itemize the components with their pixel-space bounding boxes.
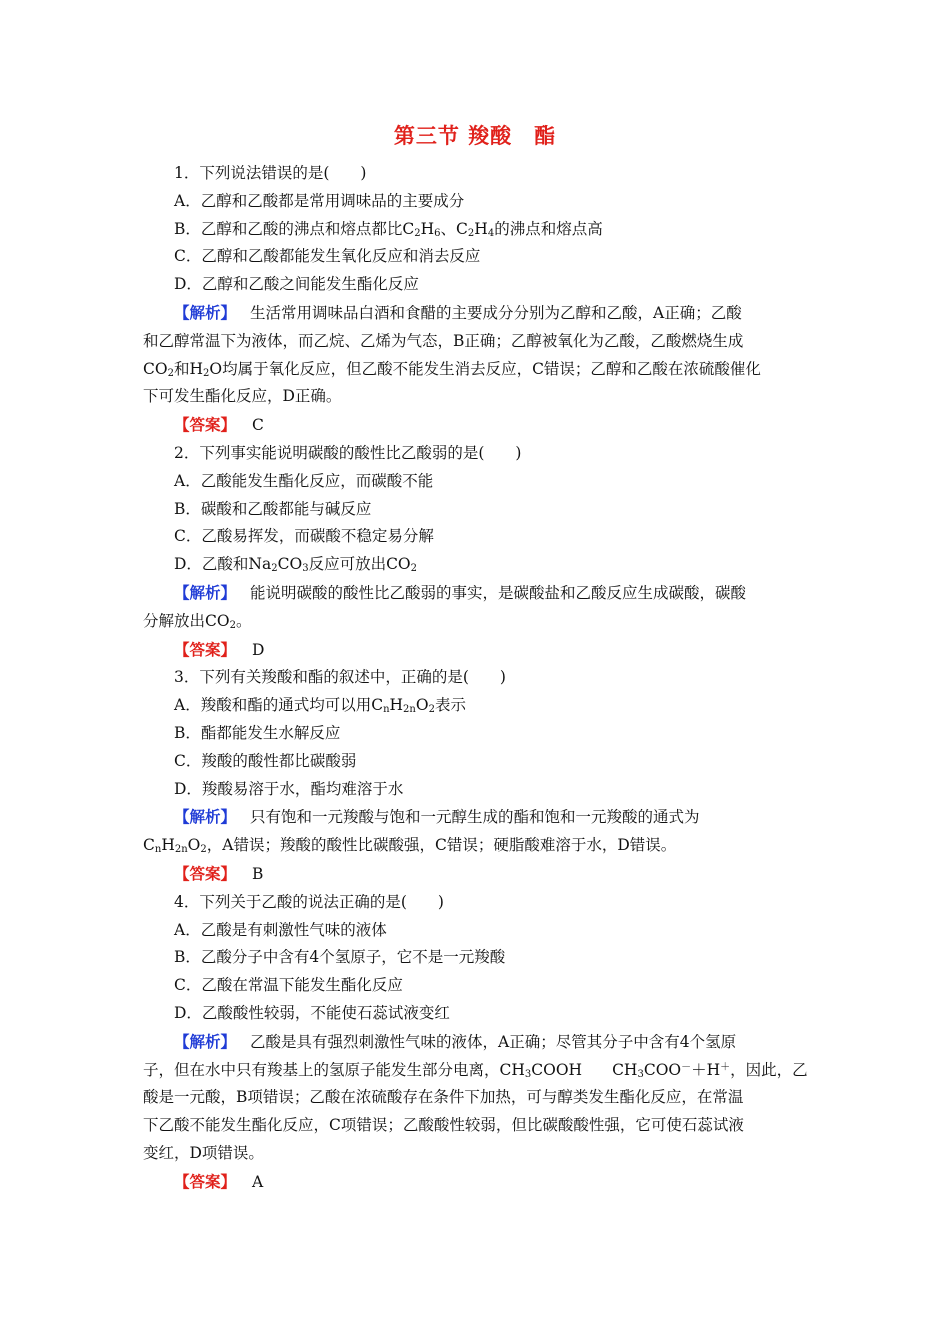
q1-option-d: D．乙醇和乙酸之间能发生酯化反应: [174, 275, 419, 294]
q4-analysis-line-3: 酸是一元酸，B项错误；乙酸在浓硫酸存在条件下加热，可与醇类发生酯化反应，在常温: [143, 1088, 744, 1107]
q3-option-d: D．羧酸易溶于水，酯均难溶于水: [174, 779, 404, 798]
answer-tag: 【答案】: [174, 415, 237, 435]
page-title: 第三节 羧酸 酯: [393, 124, 557, 148]
q1-analysis-line-3: $CO_2$和$H_2O$均属于氧化反应，但乙酸不能发生消去反应，C错误；乙醇和乙酸在浓硫酸催化: [143, 359, 761, 379]
q1-option-a: A．乙醇和乙酸都是常用调味品的主要成分: [174, 191, 465, 210]
q4-analysis-line-2: 子，但在水中只有羧基上的氢原子能发生部分电离，$CH_3COOH$ $CH_3COO^-+H^+$，因此，乙: [143, 1060, 808, 1080]
analysis-tag: 【解析】: [174, 302, 237, 322]
analysis-tag: 【解析】: [174, 807, 237, 827]
q3-stem: 3．下列有关羧酸和酯的叙述中，正确的是( ): [174, 668, 506, 687]
q2-answer: [143, 636, 805, 665]
analysis-tag: 【解析】: [174, 1031, 237, 1051]
q1-option-c: C．乙醇和乙酸都能发生氧化反应和消去反应: [174, 247, 481, 266]
answer-tag: 【答案】: [174, 639, 237, 659]
q2-option-b: B．碳酸和乙酸都能与碱反应: [174, 499, 372, 518]
document-body: [143, 160, 808, 1196]
q3-answer-value: B: [252, 864, 264, 883]
q3-option-c: C．羧酸的酸性都比碳酸弱: [174, 751, 357, 770]
q4-analysis-line-5: 变红，D项错误。: [143, 1143, 264, 1162]
q1-analysis-line-4: 下可发生酯化反应，D正确。: [143, 387, 342, 406]
answer-tag: 【答案】: [174, 1171, 237, 1191]
analysis-tag: 【解析】: [174, 582, 237, 602]
q2-stem: 2．下列事实能说明碳酸的酸性比乙酸弱的是( ): [174, 443, 522, 462]
q3-analysis-line-1: 【解析】 只有饱和一元羧酸与饱和一元醇生成的酯和饱和一元羧酸的通式为: [174, 807, 700, 827]
q1-answer-value: C: [252, 416, 264, 435]
q1-analysis-line-1: 【解析】 生活常用调味品白酒和食醋的主要成分分别为乙醇和乙酸，A正确；乙酸: [174, 302, 742, 322]
q2-option-d: D．乙酸和$Na_2CO_3$反应可放出$CO_2$: [174, 555, 418, 575]
q4-option-a: A．乙酸是有刺激性气味的液体: [174, 920, 387, 939]
answer-tag: 【答案】: [174, 863, 237, 883]
q2-option-c: C．乙酸易挥发，而碳酸不稳定易分解: [174, 527, 434, 546]
q1-analysis-line-2: 和乙醇常温下为液体，而乙烷、乙烯为气态，B正确；乙醇被氧化为乙酸，乙酸燃烧生成: [143, 331, 744, 350]
q3-answer: [143, 860, 805, 889]
q2-analysis-line-1: 【解析】 能说明碳酸的酸性比乙酸弱的事实，是碳酸盐和乙酸反应生成碳酸，碳酸: [174, 582, 747, 602]
q1-option-b: B．乙醇和乙酸的沸点和熔点都比$C_2H_6$、$C_2H_4$的沸点和熔点高: [174, 219, 603, 239]
q4-answer-value: A: [252, 1172, 264, 1191]
q4-analysis-line-1: 【解析】 乙酸是具有强烈刺激性气味的液体，A正确；尽管其分子中含有4个氢原: [174, 1031, 737, 1051]
q4-option-d: D．乙酸酸性较弱，不能使石蕊试液变红: [174, 1003, 450, 1022]
q2-option-a: A．乙酸能发生酯化反应，而碳酸不能: [174, 471, 434, 490]
q4-option-c: C．乙酸在常温下能发生酯化反应: [174, 976, 403, 995]
q3-analysis-line-2: $C_nH_{2n}O_2$，A错误；羧酸的酸性比碳酸强，C错误；硬脂酸难溶于水，D错误。: [143, 836, 677, 856]
q3-option-a: A．羧酸和酯的通式均可以用$C_nH_{2n}O_2$表示: [174, 696, 466, 716]
q4-option-b: B．乙酸分子中含有4个氢原子，它不是一元羧酸: [174, 948, 506, 967]
q2-analysis-line-2: 分解放出$CO_2$。: [143, 611, 252, 631]
q2-answer-value: D: [252, 640, 265, 659]
q4-stem: 4．下列关于乙酸的说法正确的是( ): [174, 892, 444, 911]
q1-answer: [143, 411, 805, 440]
q1-stem: 1．下列说法错误的是( ): [174, 164, 367, 182]
q4-analysis-line-4: 下乙酸不能发生酯化反应，C项错误；乙酸酸性较弱，但比碳酸酸性强，它可使石蕊试液: [143, 1116, 744, 1135]
q4-answer: [143, 1168, 805, 1197]
q3-option-b: B．酯都能发生水解反应: [174, 723, 341, 742]
